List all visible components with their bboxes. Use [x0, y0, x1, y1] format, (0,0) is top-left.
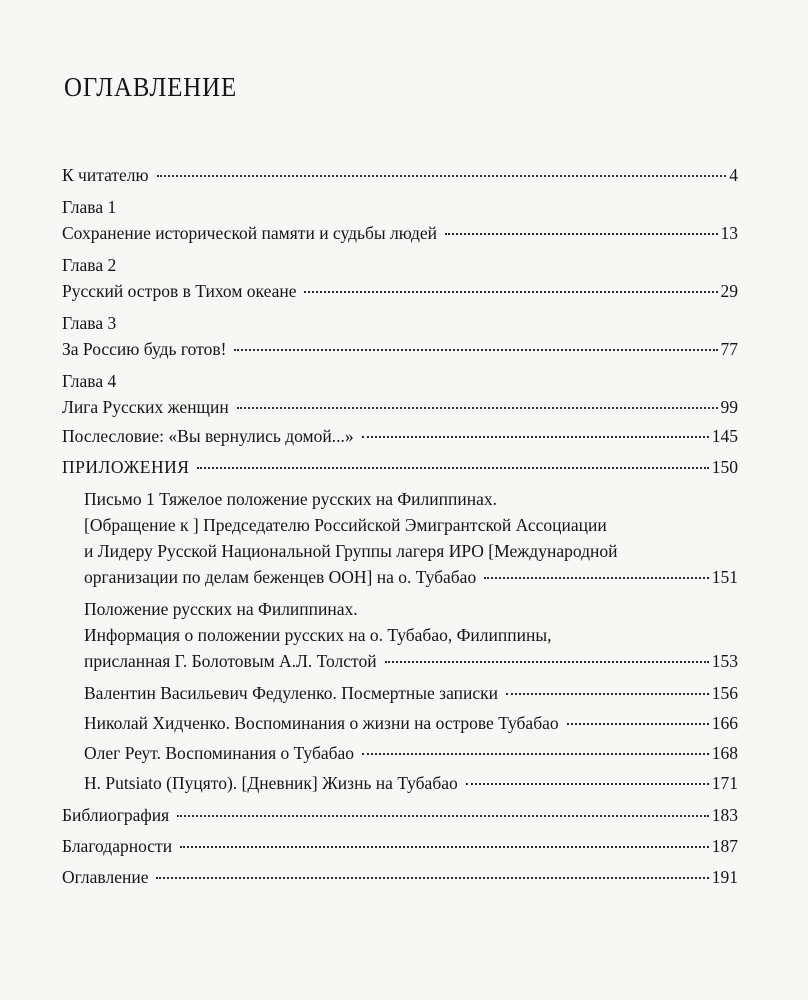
toc-entry-title: Лига Русских женщин	[62, 397, 229, 417]
toc-page-number: 191	[711, 867, 738, 887]
toc-page-number: 150	[711, 457, 738, 477]
dot-leader	[466, 783, 709, 785]
toc-subentry-line: Письмо 1 Тяжелое положение русских на Филиппинах.	[84, 489, 497, 509]
page-title: ОГЛАВЛЕНИЕ	[64, 72, 238, 102]
dot-leader	[156, 877, 708, 879]
toc-subentry-line: и Лидеру Русской Национальной Группы лагеря ИРО [Международной	[84, 541, 618, 561]
dot-leader	[177, 815, 709, 817]
toc-entry-letter-1[interactable]	[84, 565, 738, 589]
toc-entry-khidchenko[interactable]	[84, 711, 738, 735]
toc-subentry-line: Информация о положении русских на о. Тубабао, Филиппины,	[84, 625, 552, 645]
toc-entry-title: Олег Реут. Воспоминания о Тубабао	[84, 743, 355, 763]
toc-entry-title: Валентин Васильевич Федуленко. Посмертные записки	[84, 683, 498, 703]
toc-page-number: 29	[720, 281, 738, 301]
toc-entry-reut[interactable]	[84, 741, 738, 765]
dot-leader	[506, 693, 709, 695]
toc-page-number: 99	[720, 397, 738, 417]
chapter-label-3: Глава 3	[62, 313, 117, 333]
toc-entry-title: К читателю	[62, 165, 149, 185]
toc-page-number: 153	[711, 651, 738, 671]
toc-entry-glava-3[interactable]	[62, 337, 738, 361]
toc-entry-title: Русский остров в Тихом океане	[62, 281, 297, 301]
toc-entry-position[interactable]	[84, 649, 738, 673]
toc-entry-bibliography[interactable]	[62, 803, 738, 827]
dot-leader	[180, 846, 709, 848]
toc-subentry-line: Положение русских на Филиппинах.	[84, 599, 358, 619]
dot-leader	[484, 577, 709, 579]
toc-page-number: 166	[711, 713, 738, 733]
toc-entry-glava-1[interactable]	[62, 221, 738, 245]
toc-entry-glava-4[interactable]	[62, 395, 738, 419]
toc-page-number: 77	[720, 339, 738, 359]
toc-entry-title: H. Putsiato (Пуцято). [Дневник] Жизнь на Тубабао	[84, 773, 458, 793]
toc-page-number: 4	[729, 165, 738, 185]
dot-leader	[567, 723, 709, 725]
dot-leader	[237, 407, 718, 409]
toc-page-number: 171	[711, 773, 738, 793]
chapter-label-4: Глава 4	[62, 371, 117, 391]
toc-entry-glava-2[interactable]	[62, 279, 738, 303]
toc-page-number: 145	[711, 426, 738, 446]
toc-entry-title: Благодарности	[62, 836, 173, 856]
dot-leader	[362, 436, 709, 438]
toc-entry-title: Библиография	[62, 805, 170, 825]
toc-entry-putsiato[interactable]	[84, 771, 738, 795]
toc-entry-title: ПРИЛОЖЕНИЯ	[62, 457, 190, 477]
dot-leader	[304, 291, 717, 293]
dot-leader	[362, 753, 709, 755]
toc-page-number: 168	[711, 743, 738, 763]
toc-entry-title: Николай Хидченко. Воспоминания о жизни на острове Тубабао	[84, 713, 559, 733]
toc-entry-title: присланная Г. Болотовым А.Л. Толстой	[84, 651, 377, 671]
toc-page-number: 151	[711, 567, 738, 587]
chapter-label-2: Глава 2	[62, 255, 117, 275]
toc-entry-afterword[interactable]	[62, 424, 738, 448]
toc-entry-title: организации по делам беженцев ООН] на о. Тубабао	[84, 567, 477, 587]
toc-entry-title: Послесловие: «Вы вернулись домой...»	[62, 426, 354, 446]
toc-entry-contents[interactable]	[62, 865, 738, 889]
toc-entry-title: Оглавление	[62, 867, 149, 887]
toc-subentry-line: [Обращение к ] Председателю Российской Эмигрантской Ассоциации	[84, 515, 607, 535]
toc-entry-acknowledgements[interactable]	[62, 834, 738, 858]
toc-entry-title: За Россию будь готов!	[62, 339, 227, 359]
dot-leader	[385, 661, 709, 663]
dot-leader	[234, 349, 717, 351]
toc-page-number: 13	[720, 223, 738, 243]
dot-leader	[197, 467, 708, 469]
toc-page-number: 183	[711, 805, 738, 825]
toc-page-number: 156	[711, 683, 738, 703]
toc-page-number: 187	[711, 836, 738, 856]
toc-entry-appendices[interactable]	[62, 455, 738, 479]
chapter-label-1: Глава 1	[62, 197, 117, 217]
dot-leader	[445, 233, 718, 235]
dot-leader	[157, 175, 727, 177]
toc-entry-k-chitatelyu[interactable]	[62, 163, 738, 187]
toc-entry-fedulenko[interactable]	[84, 681, 738, 705]
toc-entry-title: Сохранение исторической памяти и судьбы людей	[62, 223, 437, 243]
